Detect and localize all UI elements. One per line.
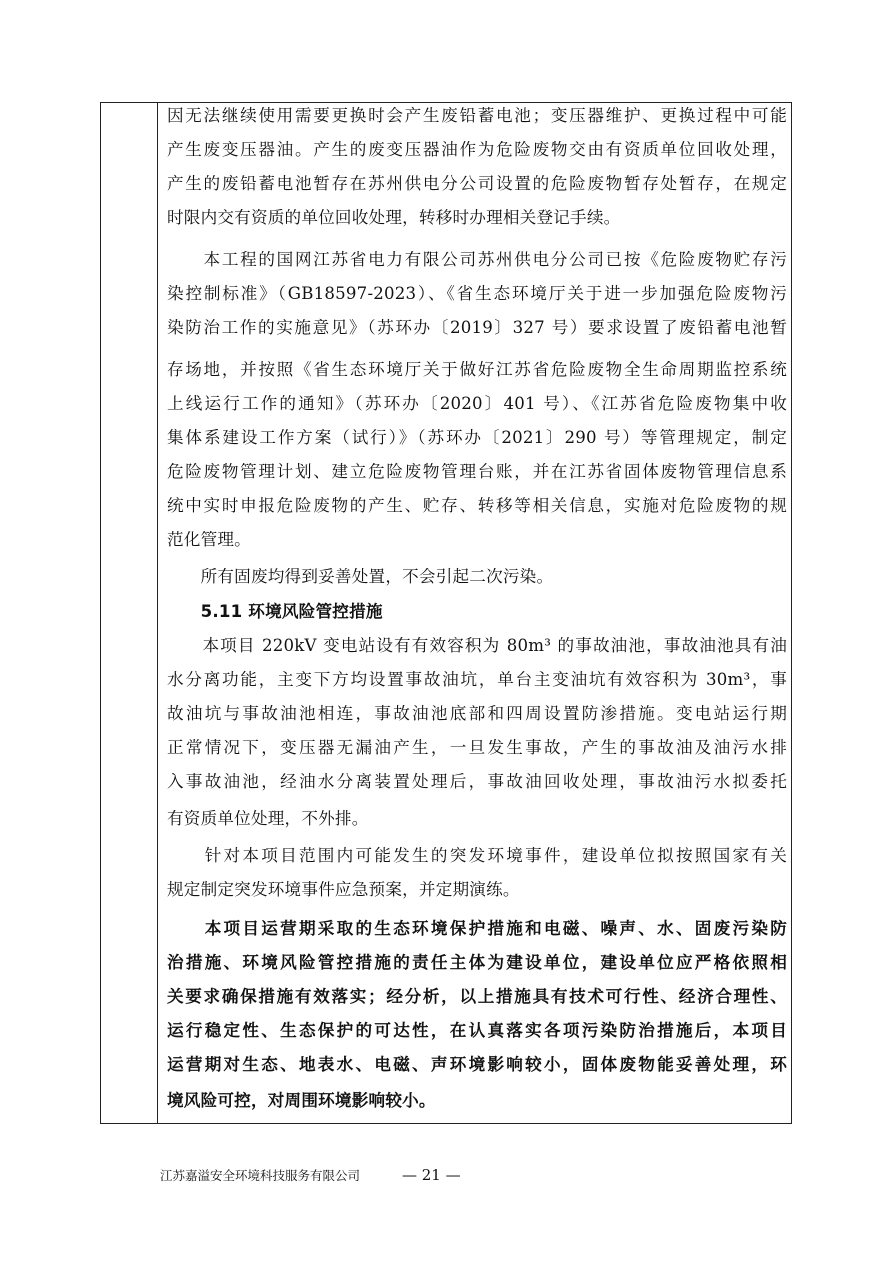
text-line: 有资质单位处理，不外排。 xyxy=(167,809,369,828)
text-line: 上线运行工作的通知》（苏环办〔2020〕401 号）、《江苏省危险废物集中收 xyxy=(167,394,787,413)
text-line: 产生的废铅蓄电池暂存在苏州供电分公司设置的危险废物暂存处暂存，在规定 xyxy=(167,174,787,193)
column-divider xyxy=(157,103,158,1123)
text-line: 染防治工作的实施意见》（苏环办〔2019〕327 号）要求设置了废铅蓄电池暂 xyxy=(167,318,787,337)
text-line: 因无法继续使用需要更换时会产生废铅蓄电池；变压器维护、更换过程中可能 xyxy=(167,106,787,125)
text-line: 统中实时申报危险废物的产生、贮存、转移等相关信息，实施对危险废物的规 xyxy=(167,496,787,515)
conclusion-line: 治措施、环境风险管控措施的责任主体为建设单位，建设单位应严格依照相 xyxy=(167,952,787,972)
text-line: 存场地，并按照《省生态环境厅关于做好江苏省危险废物全生命周期监控系统 xyxy=(167,360,787,379)
text-line: 规定制定突发环境事件应急预案，并定期演练。 xyxy=(167,880,520,899)
text-line: 正常情况下，变压器无漏油产生，一旦发生事故，产生的事故油及油污水排 xyxy=(167,738,787,757)
footer-company: 江苏嘉溢安全环境科技服务有限公司 xyxy=(160,1168,361,1183)
text-line: 针对本项目范围内可能发生的突发环境事件，建设单位拟按照国家有关 xyxy=(167,846,787,865)
conclusion-line: 运行稳定性、生态保护的可达性，在认真落实各项污染防治措施后，本项目 xyxy=(167,1020,787,1040)
page-number: — 21 — xyxy=(402,1166,461,1184)
text-line: 集体系建设工作方案（试行）》（苏环办〔2021〕290 号）等管理规定，制定 xyxy=(167,428,787,447)
section-heading: 5.11 环境风险管控措施 xyxy=(167,602,383,621)
text-line: 染控制标准》（GB18597-2023）、《省生态环境厅关于进一步加强危险废物污 xyxy=(167,284,787,303)
text-line: 范化管理。 xyxy=(167,530,251,549)
text-line: 所有固废均得到妥善处置，不会引起二次污染。 xyxy=(167,567,554,586)
conclusion-line: 运营期对生态、地表水、电磁、声环境影响较小，固体废物能妥善处理，环 xyxy=(167,1054,787,1074)
text-line: 入事故油池，经油水分离装置处理后，事故油回收处理，事故油污水拟委托 xyxy=(167,772,787,791)
text-line: 故油坑与事故油池相连，事故油池底部和四周设置防渗措施。变电站运行期 xyxy=(167,704,787,723)
conclusion-line: 关要求确保措施有效落实；经分析，以上措施具有技术可行性、经济合理性、 xyxy=(167,986,787,1006)
text-line: 危险废物管理计划、建立危险废物管理台账，并在江苏省固体废物管理信息系 xyxy=(167,462,787,481)
conclusion-line: 境风险可控，对周围环境影响较小。 xyxy=(167,1090,436,1110)
text-line: 产生废变压器油。产生的废变压器油作为危险废物交由有资质单位回收处理， xyxy=(167,140,787,159)
text-line: 本工程的国网江苏省电力有限公司苏州供电分公司已按《危险废物贮存污 xyxy=(167,250,787,269)
text-line: 本项目 220kV 变电站设有有效容积为 80m³ 的事故油池，事故油池具有油 xyxy=(167,636,787,655)
text-line: 水分离功能，主变下方均设置事故油坑，单台主变油坑有效容积为 30m³，事 xyxy=(167,670,787,689)
conclusion-line: 本项目运营期采取的生态环境保护措施和电磁、噪声、水、固废污染防 xyxy=(167,918,787,938)
text-line: 时限内交有资质的单位回收处理，转移时办理相关登记手续。 xyxy=(167,208,621,227)
